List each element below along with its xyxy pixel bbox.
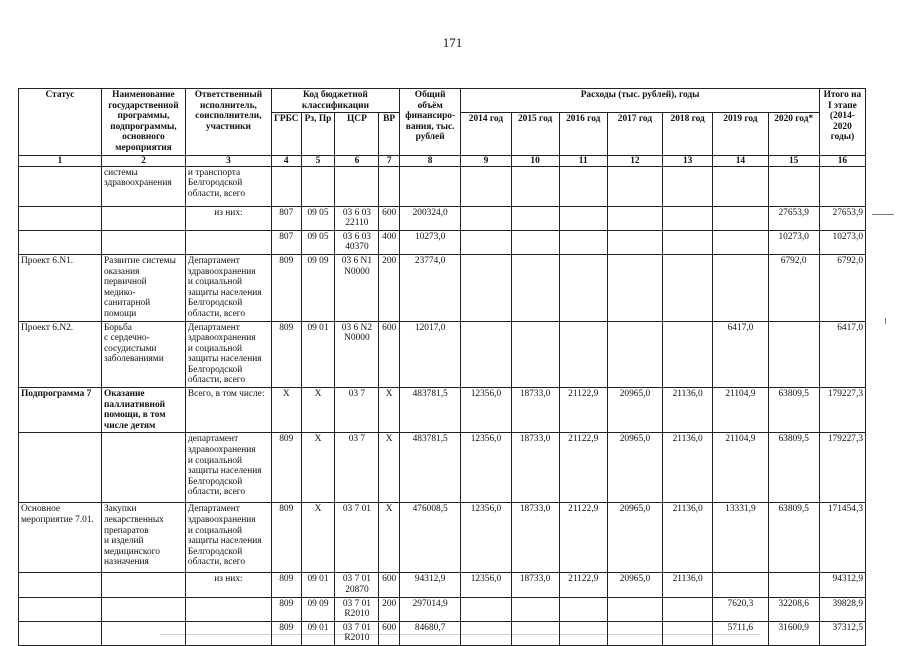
column-number: 14	[713, 155, 768, 166]
header-expenses: Расходы (тыс. рублей), годы	[461, 89, 819, 113]
cell-vr: 200	[379, 254, 400, 321]
cell-year-value	[607, 166, 662, 206]
cell-year-value: 12356,0	[461, 388, 511, 433]
scan-mark	[885, 318, 886, 324]
cell-stage-total: 6417,0	[819, 321, 865, 388]
column-number: 2	[101, 155, 185, 166]
cell-year-value	[768, 166, 819, 206]
cell-year-value	[607, 254, 662, 321]
cell-year-value: 6417,0	[713, 321, 768, 388]
cell-year-value	[559, 206, 607, 230]
column-number: 15	[768, 155, 819, 166]
cell-year-value	[461, 254, 511, 321]
cell-rz-pr: 09 05	[301, 230, 335, 254]
cell-total: 297014,9	[399, 597, 460, 621]
header-budget-code: Код бюджетной классификации	[271, 89, 399, 113]
header-executor: Ответственный исполнитель, соисполнители, участники	[185, 89, 271, 156]
cell-stage-total	[819, 166, 865, 206]
cell-total: 476008,5	[399, 503, 460, 573]
cell-csr: 03 7	[335, 388, 379, 433]
column-numbers-row	[19, 155, 866, 166]
cell-year-value	[713, 254, 768, 321]
header-year: 2016 год	[559, 113, 607, 155]
cell-year-value: 27653,9	[768, 206, 819, 230]
cell-vr: 200	[379, 597, 400, 621]
cell-executor: и транспорта Белгородской области, всего	[185, 166, 271, 206]
cell-program-name	[101, 206, 185, 230]
cell-executor	[185, 230, 271, 254]
cell-grbs: 809	[271, 573, 301, 597]
cell-program-name: системы здравоохранения	[101, 166, 185, 206]
header-year: 2020 год*	[768, 113, 819, 155]
cell-year-value	[768, 573, 819, 597]
cell-executor: Департамент здравоохранения и социальной защиты населения Белгородской области, всего	[185, 503, 271, 573]
cell-year-value: 20965,0	[607, 388, 662, 433]
cell-year-value	[559, 321, 607, 388]
cell-year-value: 12356,0	[461, 433, 511, 503]
cell-year-value	[559, 597, 607, 621]
column-number: 1	[19, 155, 102, 166]
cell-status	[19, 433, 102, 503]
cell-grbs: 809	[271, 321, 301, 388]
header-vr: ВР	[379, 113, 400, 155]
cell-year-value: 6792,0	[768, 254, 819, 321]
cell-year-value: 21122,9	[559, 573, 607, 597]
header-status: Статус	[19, 89, 102, 156]
cell-csr: 03 6 03 40370	[335, 230, 379, 254]
cell-grbs: 807	[271, 230, 301, 254]
cell-total: 84680,7	[399, 621, 460, 645]
cell-vr	[379, 166, 400, 206]
header-year: 2017 год	[607, 113, 662, 155]
cell-vr: 600	[379, 321, 400, 388]
cell-csr: 03 7	[335, 433, 379, 503]
table-row	[19, 254, 866, 321]
cell-status: Основное мероприятие 7.01.	[19, 503, 102, 573]
cell-status	[19, 621, 102, 645]
cell-year-value: 21136,0	[663, 573, 713, 597]
cell-rz-pr: 09 09	[301, 254, 335, 321]
cell-year-value	[663, 254, 713, 321]
cell-program-name: Оказание паллиативной помощи, в том числе детям	[101, 388, 185, 433]
header-stage-total: Итого на I этапе (2014-2020 годы)	[819, 89, 865, 156]
cell-csr: 03 6 N2 N0000	[335, 321, 379, 388]
cell-csr: 03 7 01 20870	[335, 573, 379, 597]
cell-year-value	[461, 206, 511, 230]
table-row	[19, 321, 866, 388]
cell-status: Подпрограмма 7	[19, 388, 102, 433]
cell-program-name	[101, 597, 185, 621]
cell-year-value: 31600,9	[768, 621, 819, 645]
cell-year-value: 7620,3	[713, 597, 768, 621]
cell-rz-pr: 09 01	[301, 573, 335, 597]
cell-executor: департамент здравоохранения и социальной защиты населения Белгородской области, всего	[185, 433, 271, 503]
cell-year-value: 21104,9	[713, 433, 768, 503]
cell-rz-pr: 09 05	[301, 206, 335, 230]
cell-program-name	[101, 433, 185, 503]
cell-year-value: 12356,0	[461, 573, 511, 597]
cell-csr: 03 6 03 22110	[335, 206, 379, 230]
column-number: 6	[335, 155, 379, 166]
cell-year-value	[768, 321, 819, 388]
header-year: 2015 год	[511, 113, 559, 155]
cell-rz-pr: 09 01	[301, 621, 335, 645]
table-row	[19, 166, 866, 206]
cell-year-value: 21136,0	[663, 503, 713, 573]
cell-year-value	[713, 573, 768, 597]
cell-total	[399, 166, 460, 206]
cell-rz-pr: 09 01	[301, 321, 335, 388]
cell-status	[19, 573, 102, 597]
cell-year-value	[461, 597, 511, 621]
cell-year-value	[663, 166, 713, 206]
cell-year-value	[607, 597, 662, 621]
cell-total: 483781,5	[399, 433, 460, 503]
column-number: 9	[461, 155, 511, 166]
cell-program-name	[101, 230, 185, 254]
cell-year-value: 10273,0	[768, 230, 819, 254]
column-number: 7	[379, 155, 400, 166]
cell-grbs: 809	[271, 621, 301, 645]
cell-grbs: 809	[271, 254, 301, 321]
cell-year-value: 18733,0	[511, 503, 559, 573]
cell-grbs: 807	[271, 206, 301, 230]
cell-year-value: 5711,6	[713, 621, 768, 645]
cell-year-value	[713, 230, 768, 254]
cell-stage-total: 27653,9	[819, 206, 865, 230]
cell-rz-pr: X	[301, 503, 335, 573]
cell-stage-total: 39828,9	[819, 597, 865, 621]
cell-program-name: Борьба с сердечно- сосудистыми заболеваниями	[101, 321, 185, 388]
cell-year-value: 21122,9	[559, 503, 607, 573]
cell-total: 94312,9	[399, 573, 460, 597]
cell-year-value: 32208,6	[768, 597, 819, 621]
cell-year-value	[713, 206, 768, 230]
cell-year-value: 63809,5	[768, 388, 819, 433]
cell-year-value: 18733,0	[511, 388, 559, 433]
cell-stage-total: 6792,0	[819, 254, 865, 321]
cell-year-value: 21122,9	[559, 388, 607, 433]
cell-executor: из них:	[185, 206, 271, 230]
cell-executor: Департамент здравоохранения и социальной защиты населения Белгородской области, всего	[185, 254, 271, 321]
header-year: 2014 год	[461, 113, 511, 155]
cell-vr: 600	[379, 573, 400, 597]
cell-year-value	[559, 230, 607, 254]
cell-executor: из них:	[185, 573, 271, 597]
cell-grbs: 809	[271, 503, 301, 573]
header-csr: ЦСР	[335, 113, 379, 155]
header-year: 2019 год	[713, 113, 768, 155]
cell-csr	[335, 166, 379, 206]
cell-year-value: 13331,9	[713, 503, 768, 573]
column-number: 12	[607, 155, 662, 166]
cell-rz-pr	[301, 166, 335, 206]
cell-status	[19, 206, 102, 230]
cell-grbs	[271, 166, 301, 206]
column-number: 8	[399, 155, 460, 166]
cell-year-value: 21122,9	[559, 433, 607, 503]
header-year: 2018 год	[663, 113, 713, 155]
cell-year-value: 20965,0	[607, 573, 662, 597]
table-row	[19, 597, 866, 621]
column-number: 13	[663, 155, 713, 166]
cell-year-value	[559, 254, 607, 321]
cell-year-value	[461, 230, 511, 254]
scan-mark	[872, 214, 894, 215]
cell-stage-total: 10273,0	[819, 230, 865, 254]
cell-year-value: 63809,5	[768, 433, 819, 503]
cell-vr: X	[379, 503, 400, 573]
cell-year-value	[511, 597, 559, 621]
cell-vr: X	[379, 388, 400, 433]
cell-stage-total: 179227,3	[819, 388, 865, 433]
cell-vr: X	[379, 433, 400, 503]
cell-year-value: 18733,0	[511, 433, 559, 503]
budget-table	[18, 88, 866, 646]
cell-rz-pr: 09 09	[301, 597, 335, 621]
cell-csr: 03 6 N1 N0000	[335, 254, 379, 321]
column-number: 4	[271, 155, 301, 166]
cell-vr: 600	[379, 206, 400, 230]
cell-stage-total: 94312,9	[819, 573, 865, 597]
page-number: 171	[442, 35, 463, 50]
cell-year-value	[461, 166, 511, 206]
cell-year-value: 21136,0	[663, 388, 713, 433]
cell-year-value	[511, 230, 559, 254]
header-program-name: Наименование государственной программы, подпрограммы, основного мероприятия	[101, 89, 185, 156]
cell-status	[19, 230, 102, 254]
cell-year-value	[607, 206, 662, 230]
cell-year-value	[607, 321, 662, 388]
cell-grbs: X	[271, 388, 301, 433]
cell-status	[19, 166, 102, 206]
header-rz-pr: Рз, Пр	[301, 113, 335, 155]
table-row	[19, 206, 866, 230]
cell-year-value	[511, 206, 559, 230]
cell-year-value	[559, 166, 607, 206]
cell-year-value	[511, 166, 559, 206]
cell-executor: Департамент здравоохранения и социальной защиты населения Белгородской области, всего	[185, 321, 271, 388]
cell-status: Проект 6.N2.	[19, 321, 102, 388]
cell-csr: 03 7 01 R2010	[335, 621, 379, 645]
cell-year-value: 20965,0	[607, 503, 662, 573]
cell-stage-total: 179227,3	[819, 433, 865, 503]
cell-year-value: 21136,0	[663, 433, 713, 503]
cell-program-name: Закупки лекарственных препаратов и изделий медицинского назначения	[101, 503, 185, 573]
column-number: 5	[301, 155, 335, 166]
cell-year-value	[663, 206, 713, 230]
cell-total: 10273,0	[399, 230, 460, 254]
cell-rz-pr: X	[301, 388, 335, 433]
header-total: Общий объём финансиро-вания, тыс. рублей	[399, 89, 460, 156]
column-number: 10	[511, 155, 559, 166]
header-grbs: ГРБС	[271, 113, 301, 155]
cell-csr: 03 7 01	[335, 503, 379, 573]
cell-year-value	[607, 230, 662, 254]
table-row	[19, 573, 866, 597]
cell-year-value: 18733,0	[511, 573, 559, 597]
cell-year-value	[511, 321, 559, 388]
column-number: 3	[185, 155, 271, 166]
cell-executor	[185, 597, 271, 621]
cell-year-value: 21104,9	[713, 388, 768, 433]
table-row	[19, 388, 866, 433]
cell-stage-total: 171454,3	[819, 503, 865, 573]
cell-year-value: 12356,0	[461, 503, 511, 573]
cell-grbs: 809	[271, 597, 301, 621]
table-row	[19, 433, 866, 503]
cell-year-value: 20965,0	[607, 433, 662, 503]
cell-program-name	[101, 573, 185, 597]
cell-status: Проект 6.N1.	[19, 254, 102, 321]
cell-year-value	[663, 230, 713, 254]
cell-status	[19, 597, 102, 621]
cell-program-name: Развитие системы оказания первичной медико- санитарной помощи	[101, 254, 185, 321]
cell-year-value: 63809,5	[768, 503, 819, 573]
cell-stage-total: 37312,5	[819, 621, 865, 645]
cell-grbs: 809	[271, 433, 301, 503]
cell-executor: Всего, в том числе:	[185, 388, 271, 433]
cell-vr: 400	[379, 230, 400, 254]
cell-year-value	[663, 597, 713, 621]
cell-rz-pr: X	[301, 433, 335, 503]
table-row	[19, 503, 866, 573]
column-number: 16	[819, 155, 865, 166]
cell-year-value	[461, 321, 511, 388]
cell-vr: 600	[379, 621, 400, 645]
cell-total: 12017,0	[399, 321, 460, 388]
column-number: 11	[559, 155, 607, 166]
cell-year-value	[713, 166, 768, 206]
table-row	[19, 230, 866, 254]
cell-csr: 03 7 01 R2010	[335, 597, 379, 621]
cell-total: 483781,5	[399, 388, 460, 433]
cell-total: 23774,0	[399, 254, 460, 321]
cell-year-value	[663, 321, 713, 388]
scan-mark	[160, 634, 760, 635]
cell-total: 200324,0	[399, 206, 460, 230]
cell-year-value	[511, 254, 559, 321]
